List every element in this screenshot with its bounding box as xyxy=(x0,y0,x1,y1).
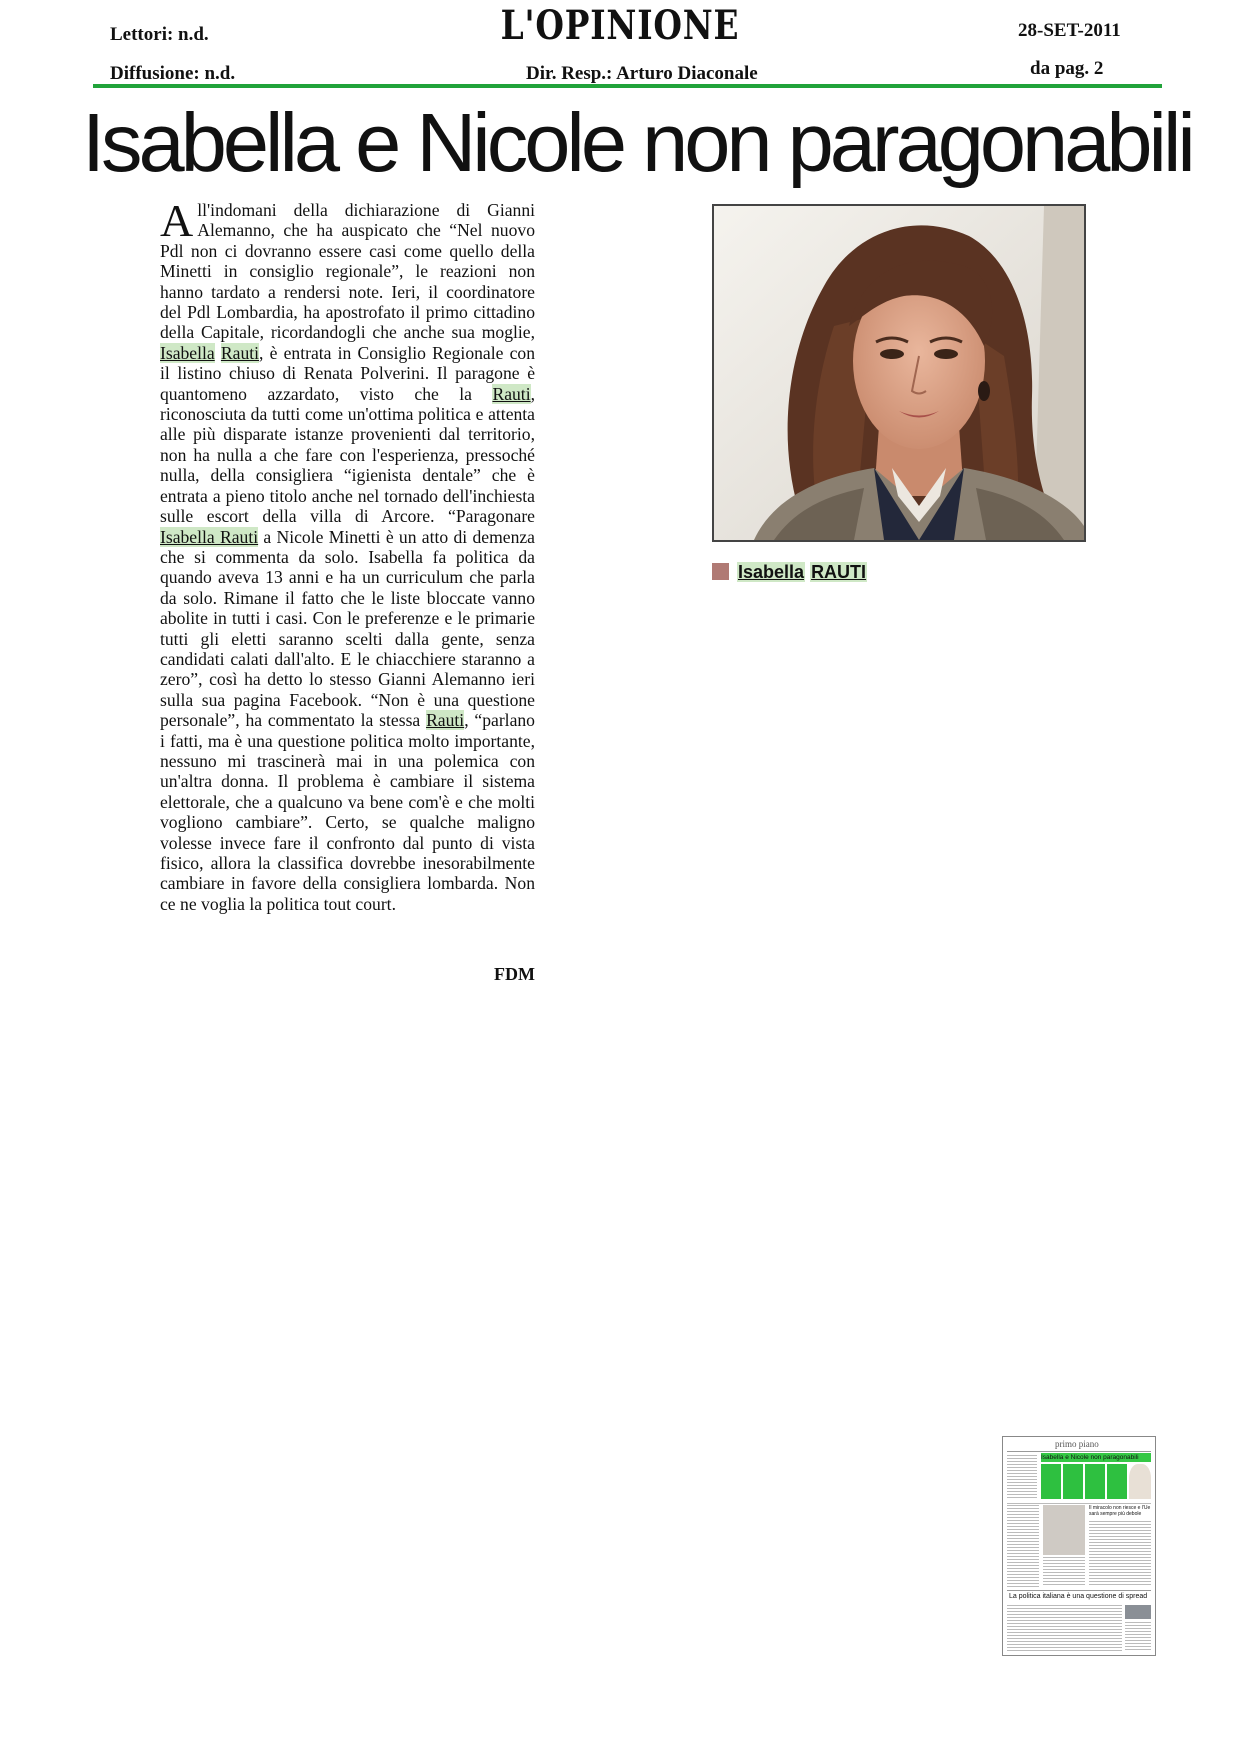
highlight-rauti: Rauti xyxy=(492,383,531,404)
drop-cap: A xyxy=(160,195,194,246)
thumbnail-text-column xyxy=(1043,1557,1085,1587)
director-label: Dir. Resp.: Arturo Diaconale xyxy=(526,63,758,84)
article-text-1: ll'indomani della dichiarazione di Gianni Alemanno, che ha auspicato che “Nel nuovo Pdl non ci dovranno essere casi come quello della Minetti in consiglio regionale”, le reazioni non hanno tardato a rendersi note. Ieri, il coordinatore del Pdl Lombardia, ha apostrofato il primo cittadino della Capitale, ricordandogli che anche sua moglie, xyxy=(160,200,535,343)
thumbnail-story: Il miracolo non riesce e l'Ue sarà sempre più debole xyxy=(1089,1505,1151,1517)
article-text-2: , è entrata in Consiglio Regionale con il listino chiuso di Renata Polverini. Il paragone è quantomeno azzardato, visto che la xyxy=(160,342,535,404)
thumbnail-block xyxy=(1063,1464,1083,1499)
highlight-rauti: Rauti xyxy=(426,710,465,731)
diffusione-label: Diffusione: n.d. xyxy=(110,63,236,84)
thumbnail-text-column xyxy=(1089,1521,1151,1587)
article-text-5: , “parlano i fatti, ma è una questione politica molto importante, nessuno mi trascinerà mai in una polemica con un'altra donna. Il problema è cambiare il sistema elettorale, che a qualcuno va bene com'è e che molti vogliono cambiare”. Certo, se qualche maligno volesse invece fare il confronto dal punto di vista fisico, allora la classifica dovrebbe inesorabilmente cambiare in favore della consigliera lombarda. Non ce ne voglia la politica tout court. xyxy=(160,710,535,914)
thumbnail-story: La politica italiana è una questione di spread xyxy=(1009,1593,1148,1600)
caption-marker-icon xyxy=(712,563,729,580)
thumbnail-photo xyxy=(1125,1605,1151,1619)
thumbnail-text-column xyxy=(1007,1505,1039,1587)
date-label: 28-SET-2011 xyxy=(1018,20,1121,41)
thumbnail-rule xyxy=(1007,1590,1151,1591)
article-text-4: a Nicole Minetti è un atto di demenza che si commenta da solo. Isabella fa politica da quando aveva 13 anni e ha un curriculum che parla da solo. Rimane il fatto che le liste bloccate vanno abolite in tutti i casi. Con le preferenze e le primarie tutti gli eletti saranno scelti dalla gente, senza candidati calati dall'alto. E le chiacchiere staranno a zero”, così ha detto lo stesso Gianni Alemanno ieri sulla sua pagina Facebook. “Non è una questione personale”, ha commentato la stessa xyxy=(160,526,535,731)
page-thumbnail xyxy=(1002,1436,1156,1656)
highlight-isabella-rauti: Isabella Rauti xyxy=(160,526,259,547)
portrait-photo xyxy=(712,204,1086,542)
thumbnail-rule xyxy=(1007,1451,1151,1452)
newspaper-masthead: L'OPINIONE xyxy=(500,2,740,49)
thumbnail-block xyxy=(1107,1464,1127,1499)
thumbnail-rule xyxy=(1007,1503,1151,1504)
caption-last-name: RAUTI xyxy=(811,562,867,582)
lettori-label: Lettori: n.d. xyxy=(110,24,209,45)
author-signature: FDM xyxy=(494,964,535,984)
highlight-rauti: Rauti xyxy=(220,342,260,363)
article-body xyxy=(160,195,535,914)
thumbnail-text-column xyxy=(1007,1455,1037,1499)
caption-first-name: Isabella xyxy=(738,562,805,582)
article-headline: Isabella e Nicole non paragonabili xyxy=(82,96,1192,189)
thumbnail-section: primo piano xyxy=(1055,1439,1099,1449)
thumbnail-block xyxy=(1041,1464,1061,1499)
article-text-3: , riconosciuta da tutti come un'ottima politica e attenta alle più disparate istanze provenienti dal territorio, non ha nulla a che fare con l'esperienza, pressoché nulla, della consigliera “igienista dentale” che è entrata a pieno titolo anche nel tornado dell'inchiesta sulle escort della villa di Arcore. “Paragonare xyxy=(160,383,535,527)
header-rule xyxy=(93,84,1162,88)
page-label: da pag. 2 xyxy=(1030,58,1104,79)
thumbnail-photo xyxy=(1129,1464,1151,1499)
thumbnail-photo xyxy=(1043,1505,1085,1555)
thumbnail-headline: Isabella e Nicole non paragonabili xyxy=(1041,1453,1151,1462)
portrait-illustration xyxy=(714,206,1084,540)
thumbnail-block xyxy=(1085,1464,1105,1499)
photo-caption xyxy=(712,562,867,583)
thumbnail-text-column xyxy=(1007,1605,1122,1651)
thumbnail-text-column xyxy=(1125,1622,1151,1651)
highlight-isabella: Isabella xyxy=(160,342,215,363)
